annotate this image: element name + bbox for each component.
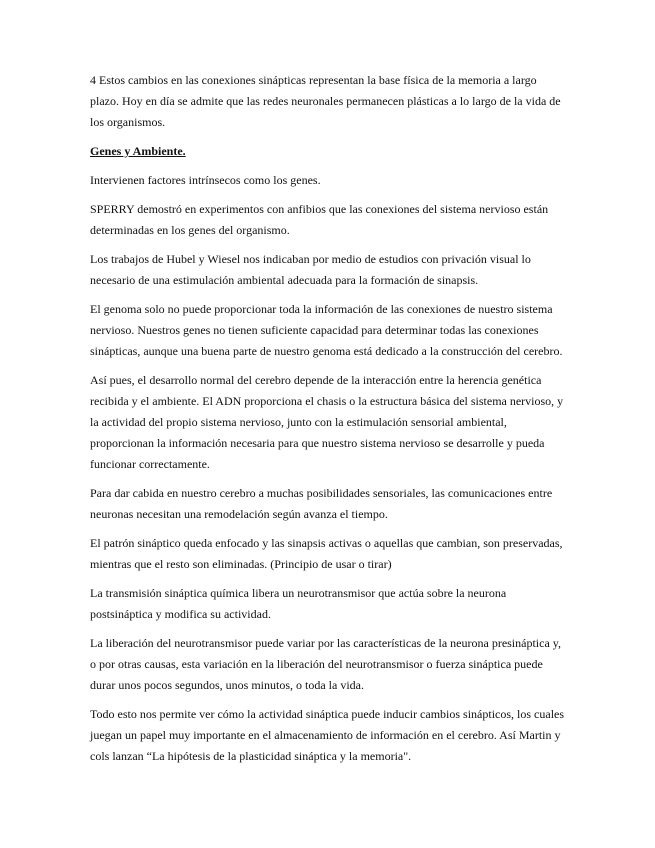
paragraph-sperry: SPERRY demostró en experimentos con anfibios que las conexiones del sistema nervioso están determinadas en los genes del organismo. xyxy=(90,202,549,237)
paragraph-brain-development: Así pues, el desarrollo normal del cerebro depende de la interacción entre la herencia genética recibida y el ambiente. El ADN proporciona el chasis o la estructura básica del sistema nervioso, y la actividad del propio sistema nervioso, junto con la estimulación sensorial ambiental, proporcionan la información necesaria para que nuestro sistema nervioso se desarrolle y pueda funcionar correctamente. xyxy=(90,373,564,471)
paragraph-synaptic-pattern: El patrón sináptico queda enfocado y las sinapsis activas o aquellas que cambian, son preservadas, mientras que el resto son eliminadas. (Principio de usar o tirar) xyxy=(90,536,563,571)
document-page xyxy=(90,70,568,775)
paragraph-neurotransmitter-release: La liberación del neurotransmisor puede variar por las características de la neurona presináptica y, o por otras causas, esta variación en la liberación del neurotransmisor o fuerza sináptica puede durar unos pocos segundos, unos minutos, o toda la vida. xyxy=(90,636,562,692)
section-heading-genes-ambiente: Genes y Ambiente. xyxy=(90,144,186,158)
paragraph-genome: El genoma solo no puede proporcionar toda la información de las conexiones de nuestro sistema nervioso. Nuestros genes no tienen suficiente capacidad para determinar todas las conexiones sinápticas, aunque una buena parte de nuestro genoma está dedicado a la construcción del cerebro. xyxy=(90,302,563,358)
paragraph-plasticity-hypothesis: Todo esto nos permite ver cómo la actividad sináptica puede inducir cambios sinápticos, los cuales juegan un papel muy importante en el almacenamiento de información en el cerebro. Así Martin y cols lanzan “La hipótesis de la plasticidad sináptica y la memoria". xyxy=(90,707,565,763)
paragraph-intrinsic-factors: Intervienen factores intrínsecos como los genes. xyxy=(90,173,321,187)
paragraph-memory-basis: 4 Estos cambios en las conexiones sinápticas representan la base física de la memoria a largo plazo. Hoy en día se admite que las redes neuronales permanecen plásticas a lo largo de la vida de los organismos. xyxy=(90,73,561,129)
paragraph-hubel-wiesel: Los trabajos de Hubel y Wiesel nos indicaban por medio de estudios con privación visual lo necesario de una estimulación ambiental adecuada para la formación de sinapsis. xyxy=(90,252,531,287)
paragraph-remodeling: Para dar cabida en nuestro cerebro a muchas posibilidades sensoriales, las comunicaciones entre neuronas necesitan una remodelación según avanza el tiempo. xyxy=(90,486,553,521)
paragraph-chemical-transmission: La transmisión sináptica química libera un neurotransmisor que actúa sobre la neurona postsináptica y modifica su actividad. xyxy=(90,586,507,621)
